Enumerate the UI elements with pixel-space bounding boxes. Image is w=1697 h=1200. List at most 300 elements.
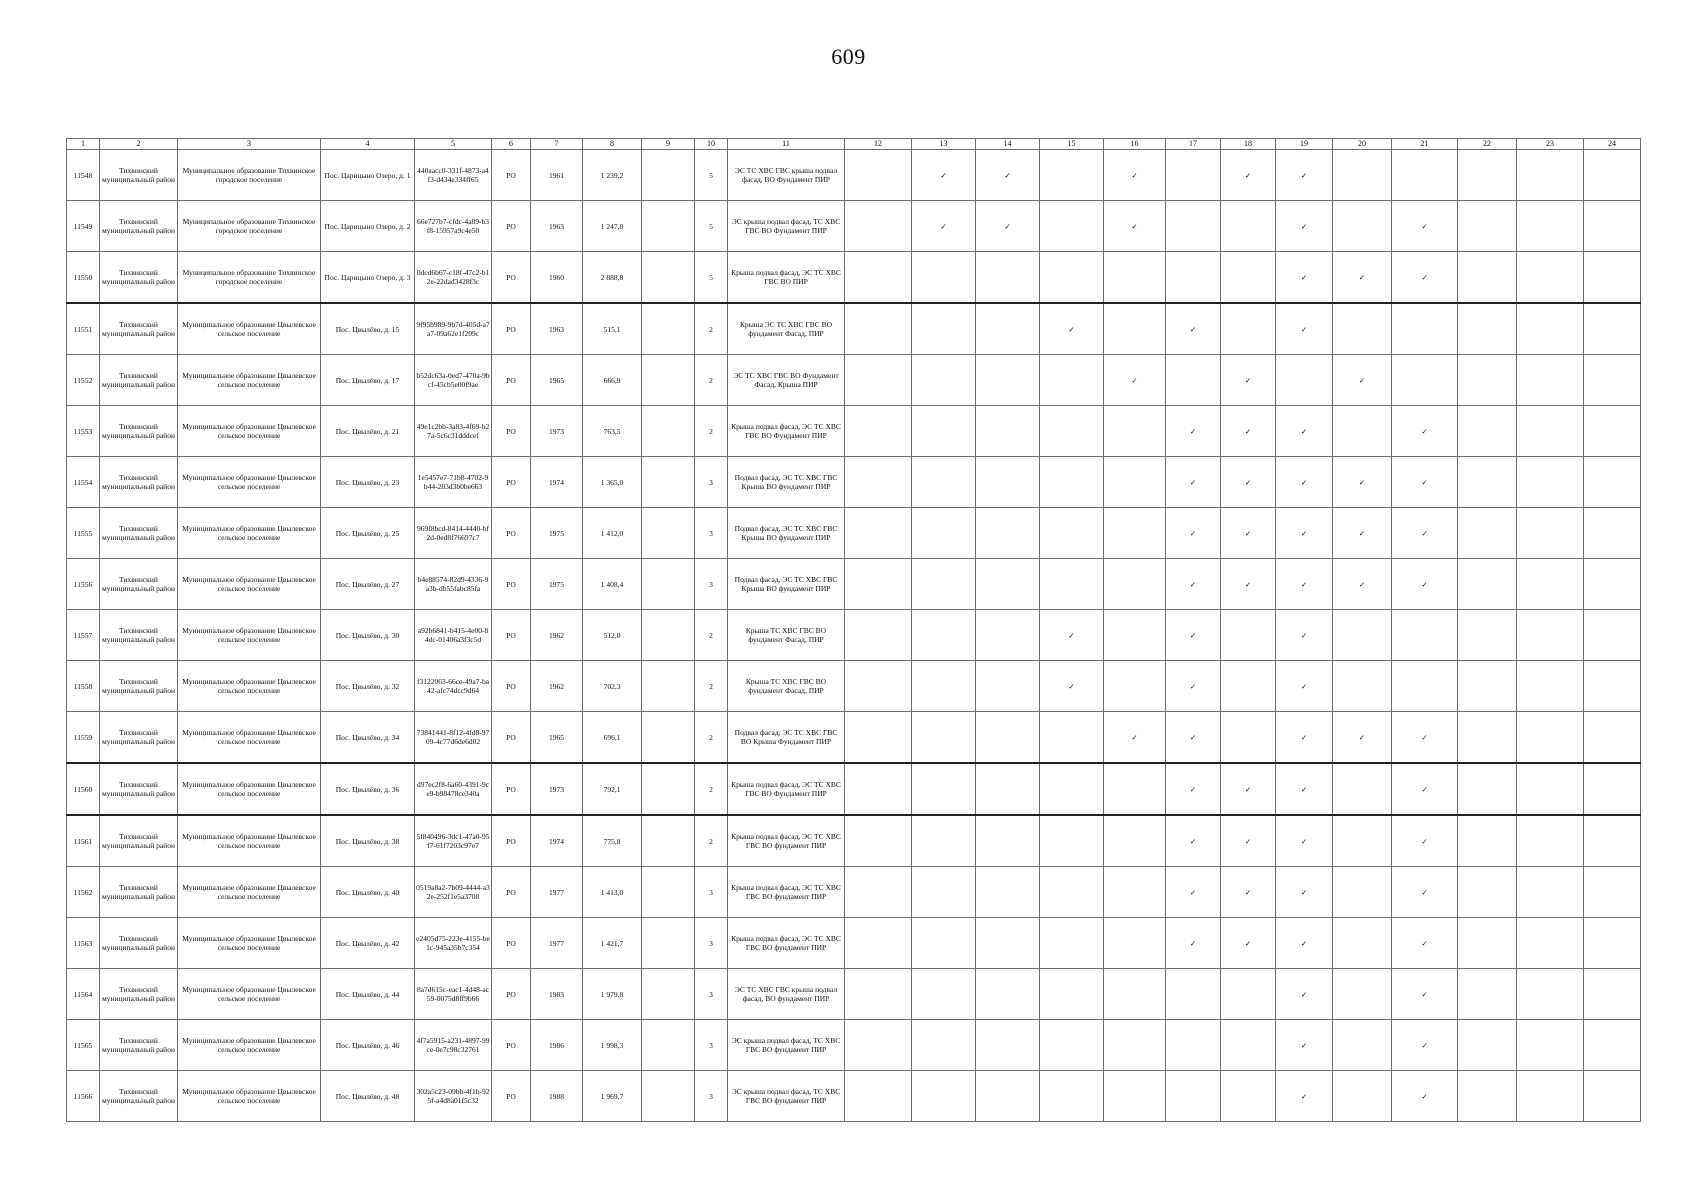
building-guid: 0dcd6b67-c18f-47c2-b12e-22dad3428f3c <box>415 252 492 304</box>
column-header-14: 14 <box>976 139 1040 150</box>
work-mark-col-18 <box>1221 1020 1276 1071</box>
column-12-value <box>845 763 912 815</box>
fund-type: РО <box>492 1020 531 1071</box>
column-9-value <box>642 610 695 661</box>
column-9-value <box>642 150 695 201</box>
building-guid: 73841441-8f12-4fd8-9709-4c77d6de6d02 <box>415 712 492 764</box>
work-mark-col-15 <box>1040 1071 1104 1122</box>
work-mark-col-14 <box>976 303 1040 355</box>
work-mark-col-23 <box>1517 712 1584 764</box>
work-mark-col-24 <box>1584 252 1641 304</box>
district-name: Тихвинский муниципальный район <box>100 763 178 815</box>
construction-year: 1983 <box>531 969 583 1020</box>
construction-year: 1961 <box>531 150 583 201</box>
work-mark-col-16 <box>1104 661 1166 712</box>
column-header-8: 8 <box>583 139 642 150</box>
work-mark-col-23 <box>1517 508 1584 559</box>
work-mark-col-14 <box>976 661 1040 712</box>
checkmark-icon: ✓ <box>1276 457 1333 508</box>
work-mark-col-15 <box>1040 559 1104 610</box>
construction-year: 1977 <box>531 867 583 918</box>
record-id: 11559 <box>67 712 100 764</box>
work-mark-col-23 <box>1517 1071 1584 1122</box>
checkmark-icon: ✓ <box>1221 559 1276 610</box>
checkmark-icon: ✓ <box>1221 867 1276 918</box>
works-list: Подвал фасад, ЭС ТС ХВС ГВС ВО Крыша Фундамент ПИР <box>728 712 845 764</box>
construction-year: 1960 <box>531 252 583 304</box>
building-guid: a92b6841-b415-4e00-84dc-01406a3f3c5d <box>415 610 492 661</box>
checkmark-icon: ✓ <box>1276 712 1333 764</box>
work-mark-col-22 <box>1458 406 1517 457</box>
work-mark-col-15 <box>1040 355 1104 406</box>
checkmark-icon: ✓ <box>1392 201 1458 252</box>
checkmark-icon: ✓ <box>976 201 1040 252</box>
column-header-18: 18 <box>1221 139 1276 150</box>
checkmark-icon: ✓ <box>1221 815 1276 867</box>
building-guid: f3122063-66ce-49a7-ba42-afc74dcc9d64 <box>415 661 492 712</box>
building-address: Пос. Цвылёво, д. 25 <box>321 508 415 559</box>
district-name: Тихвинский муниципальный район <box>100 457 178 508</box>
work-mark-col-23 <box>1517 457 1584 508</box>
works-list: Крыша подвал фасад, ЭС ТС ХВС ГВС ВО ПИР <box>728 252 845 304</box>
work-mark-col-24 <box>1584 1020 1641 1071</box>
work-mark-col-16 <box>1104 867 1166 918</box>
work-mark-col-23 <box>1517 815 1584 867</box>
municipality-name: Муниципальное образование Тихвинское городское поселение <box>178 201 321 252</box>
municipality-name: Муниципальное образование Цвылевское сельское поселение <box>178 303 321 355</box>
work-mark-col-21 <box>1392 303 1458 355</box>
column-header-9: 9 <box>642 139 695 150</box>
column-header-23: 23 <box>1517 139 1584 150</box>
work-mark-col-21 <box>1392 610 1458 661</box>
work-mark-col-13 <box>912 969 976 1020</box>
work-mark-col-23 <box>1517 867 1584 918</box>
checkmark-icon: ✓ <box>1166 508 1221 559</box>
record-id: 11560 <box>67 763 100 815</box>
table-row <box>67 610 1641 661</box>
fund-type: РО <box>492 252 531 304</box>
work-mark-col-13 <box>912 355 976 406</box>
work-mark-col-13 <box>912 815 976 867</box>
floor-count: 5 <box>695 252 728 304</box>
building-address: Пос. Цвылёво, д. 40 <box>321 867 415 918</box>
work-mark-col-16 <box>1104 969 1166 1020</box>
checkmark-icon: ✓ <box>1276 867 1333 918</box>
work-mark-col-17 <box>1166 1020 1221 1071</box>
work-mark-col-24 <box>1584 763 1641 815</box>
building-area: 792,1 <box>583 763 642 815</box>
record-id: 11551 <box>67 303 100 355</box>
checkmark-icon: ✓ <box>1166 867 1221 918</box>
work-mark-col-22 <box>1458 252 1517 304</box>
building-guid: b52dc63a-0ed7-470a-9bcf-45cb5e00f9ae <box>415 355 492 406</box>
checkmark-icon: ✓ <box>1392 712 1458 764</box>
work-mark-col-15 <box>1040 969 1104 1020</box>
work-mark-col-22 <box>1458 867 1517 918</box>
building-area: 1 998,3 <box>583 1020 642 1071</box>
work-mark-col-13 <box>912 763 976 815</box>
work-mark-col-16 <box>1104 815 1166 867</box>
construction-year: 1963 <box>531 303 583 355</box>
checkmark-icon: ✓ <box>1392 969 1458 1020</box>
building-address: Пос. Цвылёво, д. 15 <box>321 303 415 355</box>
fund-type: РО <box>492 969 531 1020</box>
column-9-value <box>642 508 695 559</box>
fund-type: РО <box>492 1071 531 1122</box>
column-9-value <box>642 712 695 764</box>
building-guid: 302a5c23-09bb-4f1b-925f-a4d8a01f5c32 <box>415 1071 492 1122</box>
construction-year: 1975 <box>531 559 583 610</box>
work-mark-col-18 <box>1221 1071 1276 1122</box>
municipality-name: Муниципальное образование Цвылевское сельское поселение <box>178 457 321 508</box>
floor-count: 2 <box>695 303 728 355</box>
column-header-11: 11 <box>728 139 845 150</box>
floor-count: 3 <box>695 1071 728 1122</box>
fund-type: РО <box>492 201 531 252</box>
work-mark-col-22 <box>1458 303 1517 355</box>
work-mark-col-14 <box>976 508 1040 559</box>
column-12-value <box>845 661 912 712</box>
building-address: Пос. Цвылёво, д. 42 <box>321 918 415 969</box>
municipality-name: Муниципальное образование Цвылевское сельское поселение <box>178 969 321 1020</box>
district-name: Тихвинский муниципальный район <box>100 610 178 661</box>
building-area: 1 421,7 <box>583 918 642 969</box>
construction-year: 1973 <box>531 763 583 815</box>
record-id: 11558 <box>67 661 100 712</box>
fund-type: РО <box>492 508 531 559</box>
building-address: Пос. Цвылёво, д. 32 <box>321 661 415 712</box>
work-mark-col-16 <box>1104 303 1166 355</box>
column-header-19: 19 <box>1276 139 1333 150</box>
column-header-4: 4 <box>321 139 415 150</box>
checkmark-icon: ✓ <box>1166 406 1221 457</box>
column-9-value <box>642 815 695 867</box>
checkmark-icon: ✓ <box>976 150 1040 201</box>
work-mark-col-23 <box>1517 1020 1584 1071</box>
checkmark-icon: ✓ <box>1333 252 1392 304</box>
table-row <box>67 508 1641 559</box>
work-mark-col-13 <box>912 252 976 304</box>
building-address: Пос. Цвылёво, д. 23 <box>321 457 415 508</box>
checkmark-icon: ✓ <box>1333 457 1392 508</box>
column-12-value <box>845 712 912 764</box>
works-list: Подвал фасад, ЭС ТС ХВС ГВС Крыша ВО фундамент ПИР <box>728 457 845 508</box>
column-12-value <box>845 303 912 355</box>
page-number: 609 <box>831 44 866 69</box>
work-mark-col-13 <box>912 918 976 969</box>
column-12-value <box>845 201 912 252</box>
column-12-value <box>845 406 912 457</box>
building-guid: 5f840496-3dc1-47a0-95f7-61f7203c97e7 <box>415 815 492 867</box>
work-mark-col-24 <box>1584 815 1641 867</box>
work-mark-col-15 <box>1040 252 1104 304</box>
construction-year: 1988 <box>531 1071 583 1122</box>
work-mark-col-18 <box>1221 610 1276 661</box>
district-name: Тихвинский муниципальный район <box>100 252 178 304</box>
table-row <box>67 303 1641 355</box>
building-address: Пос. Цвылёво, д. 21 <box>321 406 415 457</box>
building-address: Пос. Цвылёво, д. 46 <box>321 1020 415 1071</box>
checkmark-icon: ✓ <box>1104 712 1166 764</box>
floor-count: 5 <box>695 201 728 252</box>
district-name: Тихвинский муниципальный район <box>100 201 178 252</box>
column-9-value <box>642 559 695 610</box>
work-mark-col-17 <box>1166 1071 1221 1122</box>
fund-type: РО <box>492 303 531 355</box>
building-guid: 4f7a5915-a231-4897-99ce-0e7c98c32761 <box>415 1020 492 1071</box>
work-mark-col-15 <box>1040 508 1104 559</box>
work-mark-col-14 <box>976 355 1040 406</box>
works-list: ЭС крыша подвал фасад, ТС ХВС ГВС ВО Фундамент ПИР <box>728 201 845 252</box>
work-mark-col-23 <box>1517 303 1584 355</box>
municipality-name: Муниципальное образование Цвылевское сельское поселение <box>178 355 321 406</box>
work-mark-col-24 <box>1584 355 1641 406</box>
building-area: 1 247,8 <box>583 201 642 252</box>
work-mark-col-20 <box>1333 815 1392 867</box>
checkmark-icon: ✓ <box>1166 661 1221 712</box>
checkmark-icon: ✓ <box>1392 815 1458 867</box>
fund-type: РО <box>492 918 531 969</box>
column-header-1: 1 <box>67 139 100 150</box>
building-address: Пос. Цвылёво, д. 36 <box>321 763 415 815</box>
district-name: Тихвинский муниципальный район <box>100 355 178 406</box>
district-name: Тихвинский муниципальный район <box>100 712 178 764</box>
building-area: 1 412,0 <box>583 508 642 559</box>
work-mark-col-24 <box>1584 508 1641 559</box>
building-guid: 1e5457e7-71b8-4702-9b44-283d3b0be663 <box>415 457 492 508</box>
work-mark-col-16 <box>1104 508 1166 559</box>
column-header-7: 7 <box>531 139 583 150</box>
work-mark-col-22 <box>1458 661 1517 712</box>
work-mark-col-13 <box>912 610 976 661</box>
column-header-20: 20 <box>1333 139 1392 150</box>
building-area: 666,9 <box>583 355 642 406</box>
record-id: 11561 <box>67 815 100 867</box>
checkmark-icon: ✓ <box>1166 815 1221 867</box>
work-mark-col-14 <box>976 252 1040 304</box>
checkmark-icon: ✓ <box>1392 508 1458 559</box>
work-mark-col-23 <box>1517 559 1584 610</box>
building-guid: 49e1c2bb-3a83-4f69-b27a-5c6c31dddcef <box>415 406 492 457</box>
column-header-24: 24 <box>1584 139 1641 150</box>
building-area: 1 408,4 <box>583 559 642 610</box>
district-name: Тихвинский муниципальный район <box>100 661 178 712</box>
building-guid: 9f95b989-9b7d-405d-a7a7-09a62e1f209c <box>415 303 492 355</box>
work-mark-col-15 <box>1040 815 1104 867</box>
column-12-value <box>845 559 912 610</box>
works-list: Крыша подвал фасад, ЭС ТС ХВС ГВС ВО фундамент ПИР <box>728 815 845 867</box>
work-mark-col-13 <box>912 559 976 610</box>
column-9-value <box>642 918 695 969</box>
work-mark-col-17 <box>1166 201 1221 252</box>
column-12-value <box>845 252 912 304</box>
column-12-value <box>845 610 912 661</box>
municipality-name: Муниципальное образование Цвылевское сельское поселение <box>178 867 321 918</box>
municipality-name: Муниципальное образование Цвылевское сельское поселение <box>178 559 321 610</box>
checkmark-icon: ✓ <box>1104 150 1166 201</box>
column-9-value <box>642 252 695 304</box>
work-mark-col-16 <box>1104 763 1166 815</box>
works-list: ЭС крыша подвал фасад, ТС ХВС ГВС ВО фундамент ПИР <box>728 1071 845 1122</box>
district-name: Тихвинский муниципальный район <box>100 303 178 355</box>
checkmark-icon: ✓ <box>1392 252 1458 304</box>
work-mark-col-15 <box>1040 457 1104 508</box>
table-row <box>67 150 1641 201</box>
work-mark-col-23 <box>1517 150 1584 201</box>
municipality-name: Муниципальное образование Цвылевское сельское поселение <box>178 1020 321 1071</box>
municipality-name: Муниципальное образование Цвылевское сельское поселение <box>178 508 321 559</box>
checkmark-icon: ✓ <box>1392 918 1458 969</box>
works-list: Подвал фасад, ЭС ТС ХВС ГВС Крыша ВО фундамент ПИР <box>728 508 845 559</box>
building-area: 702,3 <box>583 661 642 712</box>
work-mark-col-15 <box>1040 150 1104 201</box>
building-area: 696,1 <box>583 712 642 764</box>
table-row <box>67 815 1641 867</box>
work-mark-col-22 <box>1458 150 1517 201</box>
record-id: 11554 <box>67 457 100 508</box>
checkmark-icon: ✓ <box>1276 918 1333 969</box>
construction-year: 1963 <box>531 201 583 252</box>
column-12-value <box>845 867 912 918</box>
work-mark-col-20 <box>1333 1020 1392 1071</box>
floor-count: 3 <box>695 1020 728 1071</box>
table-row <box>67 867 1641 918</box>
work-mark-col-24 <box>1584 661 1641 712</box>
building-area: 775,8 <box>583 815 642 867</box>
floor-count: 5 <box>695 150 728 201</box>
municipality-name: Муниципальное образование Цвылевское сельское поселение <box>178 406 321 457</box>
work-mark-col-13 <box>912 712 976 764</box>
building-address: Пос. Царицыно Озеро, д. 2 <box>321 201 415 252</box>
table-row <box>67 712 1641 764</box>
work-mark-col-24 <box>1584 457 1641 508</box>
record-id: 11562 <box>67 867 100 918</box>
fund-type: РО <box>492 610 531 661</box>
building-area: 1 365,0 <box>583 457 642 508</box>
district-name: Тихвинский муниципальный район <box>100 508 178 559</box>
work-mark-col-15 <box>1040 712 1104 764</box>
checkmark-icon: ✓ <box>1392 559 1458 610</box>
work-mark-col-14 <box>976 406 1040 457</box>
column-9-value <box>642 1020 695 1071</box>
checkmark-icon: ✓ <box>1104 201 1166 252</box>
work-mark-col-24 <box>1584 406 1641 457</box>
work-mark-col-19 <box>1276 355 1333 406</box>
works-list: ЭС ТС ХВС ГВС крыша подвал фасад, ВО Фундамент ПИР <box>728 150 845 201</box>
municipality-name: Муниципальное образование Цвылевское сельское поселение <box>178 918 321 969</box>
work-mark-col-22 <box>1458 610 1517 661</box>
work-mark-col-21 <box>1392 355 1458 406</box>
column-header-2: 2 <box>100 139 178 150</box>
work-mark-col-17 <box>1166 969 1221 1020</box>
fund-type: РО <box>492 406 531 457</box>
work-mark-col-24 <box>1584 918 1641 969</box>
work-mark-col-15 <box>1040 406 1104 457</box>
work-mark-col-21 <box>1392 150 1458 201</box>
floor-count: 2 <box>695 815 728 867</box>
checkmark-icon: ✓ <box>1276 201 1333 252</box>
work-mark-col-13 <box>912 1020 976 1071</box>
work-mark-col-24 <box>1584 610 1641 661</box>
building-guid: 8a7d615c-eac1-4d48-ac59-0075d8ff9b66 <box>415 969 492 1020</box>
work-mark-col-22 <box>1458 815 1517 867</box>
work-mark-col-16 <box>1104 406 1166 457</box>
work-mark-col-18 <box>1221 201 1276 252</box>
floor-count: 2 <box>695 661 728 712</box>
work-mark-col-20 <box>1333 1071 1392 1122</box>
record-id: 11550 <box>67 252 100 304</box>
work-mark-col-14 <box>976 712 1040 764</box>
checkmark-icon: ✓ <box>1221 150 1276 201</box>
column-9-value <box>642 969 695 1020</box>
checkmark-icon: ✓ <box>1040 303 1104 355</box>
work-mark-col-17 <box>1166 150 1221 201</box>
work-mark-col-14 <box>976 559 1040 610</box>
table-row <box>67 457 1641 508</box>
checkmark-icon: ✓ <box>1276 150 1333 201</box>
work-mark-col-13 <box>912 406 976 457</box>
work-mark-col-22 <box>1458 559 1517 610</box>
checkmark-icon: ✓ <box>1221 763 1276 815</box>
column-header-21: 21 <box>1392 139 1458 150</box>
work-mark-col-18 <box>1221 303 1276 355</box>
construction-year: 1977 <box>531 918 583 969</box>
column-12-value <box>845 457 912 508</box>
building-guid: 0519a8a2-7b09-4444-a32e-252f1e5a3708 <box>415 867 492 918</box>
work-mark-col-14 <box>976 918 1040 969</box>
work-mark-col-24 <box>1584 712 1641 764</box>
work-mark-col-16 <box>1104 610 1166 661</box>
building-area: 512,0 <box>583 610 642 661</box>
work-mark-col-22 <box>1458 712 1517 764</box>
work-mark-col-20 <box>1333 610 1392 661</box>
building-guid: e2405d75-223e-4155-be1c-945a35b7c354 <box>415 918 492 969</box>
work-mark-col-15 <box>1040 201 1104 252</box>
checkmark-icon: ✓ <box>1166 712 1221 764</box>
work-mark-col-24 <box>1584 303 1641 355</box>
checkmark-icon: ✓ <box>1276 969 1333 1020</box>
work-mark-col-18 <box>1221 969 1276 1020</box>
building-area: 515,1 <box>583 303 642 355</box>
work-mark-col-16 <box>1104 1020 1166 1071</box>
work-mark-col-20 <box>1333 969 1392 1020</box>
building-area: 1 969,7 <box>583 1071 642 1122</box>
work-mark-col-18 <box>1221 712 1276 764</box>
work-mark-col-21 <box>1392 661 1458 712</box>
building-address: Пос. Цвылёво, д. 48 <box>321 1071 415 1122</box>
table-row <box>67 661 1641 712</box>
checkmark-icon: ✓ <box>1333 559 1392 610</box>
checkmark-icon: ✓ <box>1221 918 1276 969</box>
record-id: 11549 <box>67 201 100 252</box>
work-mark-col-22 <box>1458 1020 1517 1071</box>
municipality-name: Муниципальное образование Тихвинское городское поселение <box>178 150 321 201</box>
work-mark-col-22 <box>1458 508 1517 559</box>
table-row <box>67 559 1641 610</box>
building-address: Пос. Цвылёво, д. 17 <box>321 355 415 406</box>
checkmark-icon: ✓ <box>1221 508 1276 559</box>
building-area: 1 979,8 <box>583 969 642 1020</box>
column-9-value <box>642 867 695 918</box>
checkmark-icon: ✓ <box>1392 1071 1458 1122</box>
district-name: Тихвинский муниципальный район <box>100 406 178 457</box>
work-mark-col-24 <box>1584 201 1641 252</box>
works-list: Крыша ЭС ТС ХВС ГВС ВО фундамент Фасад, ПИР <box>728 303 845 355</box>
construction-year: 1986 <box>531 1020 583 1071</box>
column-9-value <box>642 406 695 457</box>
building-address: Пос. Цвылёво, д. 44 <box>321 969 415 1020</box>
work-mark-col-14 <box>976 969 1040 1020</box>
